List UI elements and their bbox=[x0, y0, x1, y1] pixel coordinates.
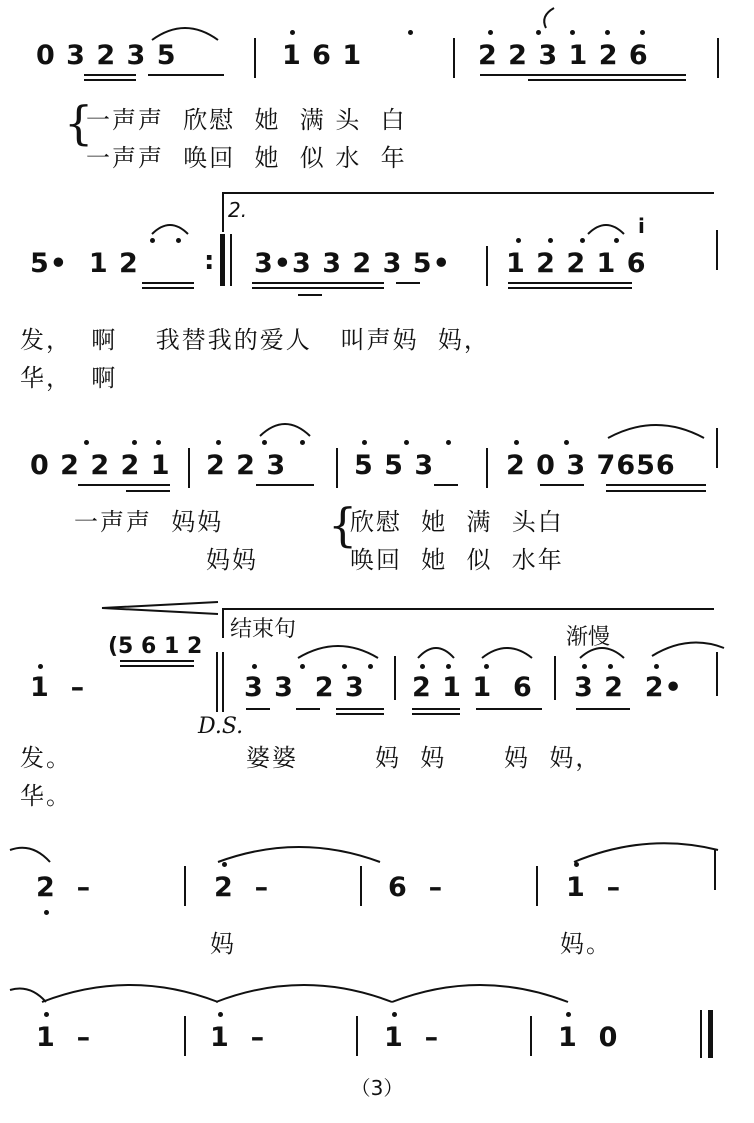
octave-dot bbox=[300, 440, 305, 445]
underline bbox=[252, 282, 384, 284]
octave-dot bbox=[290, 30, 295, 35]
double-barline bbox=[216, 652, 218, 712]
volta-bracket bbox=[222, 192, 224, 232]
barline bbox=[356, 1016, 358, 1056]
underline bbox=[528, 79, 686, 81]
tie bbox=[216, 840, 382, 864]
underline bbox=[246, 708, 270, 710]
barline bbox=[360, 866, 362, 906]
underline bbox=[148, 74, 224, 76]
underline bbox=[508, 287, 632, 289]
slur bbox=[416, 642, 456, 660]
octave-dot bbox=[44, 1012, 49, 1017]
repeat-barline bbox=[230, 234, 232, 286]
lyric-verse-2: 一声声 唤回 她 似 水 年 bbox=[86, 144, 407, 172]
underline bbox=[434, 484, 458, 486]
underline bbox=[480, 74, 686, 76]
barline bbox=[188, 448, 190, 488]
barline bbox=[453, 38, 455, 78]
underline bbox=[84, 79, 136, 81]
tie bbox=[572, 840, 720, 864]
underline bbox=[412, 713, 460, 715]
system-3 bbox=[0, 400, 754, 590]
slur bbox=[296, 640, 380, 660]
barline bbox=[486, 448, 488, 488]
barline bbox=[716, 230, 718, 270]
brace: { bbox=[328, 498, 358, 552]
octave-dot bbox=[484, 664, 489, 669]
barline bbox=[254, 38, 256, 78]
octave-dot bbox=[446, 440, 451, 445]
underline bbox=[396, 282, 420, 284]
measure-1-notes: 2 – bbox=[36, 872, 92, 903]
measure-3-notes: 2 1 1 6 bbox=[412, 672, 533, 703]
octave-dot bbox=[574, 862, 579, 867]
tempo-mark: 渐慢 bbox=[566, 625, 611, 650]
lyric-verse-2: 妈妈 bbox=[206, 546, 258, 574]
octave-dot bbox=[514, 440, 519, 445]
measure-1-notes: 5• 1 2 bbox=[30, 248, 139, 279]
measure-3-notes: 1 2 2 1 6 bbox=[506, 248, 647, 279]
underline bbox=[476, 708, 542, 710]
system-6 bbox=[0, 970, 754, 1070]
underline bbox=[298, 294, 322, 296]
measure-4-notes: 2 0 3 7656 bbox=[506, 450, 676, 481]
underline bbox=[142, 287, 194, 289]
double-barline bbox=[222, 652, 224, 712]
barline bbox=[184, 866, 186, 906]
measure-4-notes: 3 2 2• bbox=[574, 672, 683, 703]
measure-1-notes: 1 – bbox=[30, 672, 86, 703]
octave-dot bbox=[222, 862, 227, 867]
octave-dot bbox=[564, 440, 569, 445]
octave-dot bbox=[566, 1012, 571, 1017]
ending-bracket bbox=[222, 608, 224, 638]
lyric-verse-1: 一声声 妈妈 bbox=[74, 508, 224, 536]
lyric-a: 妈 bbox=[210, 930, 236, 958]
octave-dot bbox=[362, 440, 367, 445]
lyric-verse-1: 发。 bbox=[20, 744, 72, 772]
slur bbox=[258, 418, 312, 438]
octave-dot bbox=[570, 30, 575, 35]
octave-dot-low bbox=[44, 910, 49, 915]
barline bbox=[536, 866, 538, 906]
decrescendo bbox=[100, 600, 220, 616]
tie bbox=[214, 976, 394, 1004]
slur bbox=[606, 420, 706, 440]
tie bbox=[650, 638, 726, 658]
octave-dot bbox=[132, 440, 137, 445]
brace: { bbox=[64, 96, 94, 150]
grace-note: i bbox=[638, 214, 645, 238]
octave-dot bbox=[582, 664, 587, 669]
slur bbox=[586, 220, 626, 236]
octave-dot bbox=[548, 238, 553, 243]
barline bbox=[716, 652, 718, 696]
lyric-verse-2-cont: 唤回 她 似 水年 bbox=[350, 546, 564, 574]
octave-dot bbox=[420, 664, 425, 669]
system-1 bbox=[0, 0, 754, 180]
barline bbox=[716, 428, 718, 468]
ds-mark: D.S. bbox=[198, 714, 244, 739]
grace-notes: (5 6 1 2 bbox=[108, 634, 203, 659]
barline bbox=[394, 656, 396, 700]
underline bbox=[142, 282, 194, 284]
measure-2-notes: 1 – bbox=[210, 1022, 266, 1053]
barline bbox=[714, 850, 716, 890]
slur bbox=[150, 220, 190, 236]
octave-dot bbox=[84, 440, 89, 445]
measure-4-notes: 1 0 bbox=[558, 1022, 619, 1053]
lyric-b: 妈。 bbox=[560, 930, 612, 958]
final-barline bbox=[700, 1010, 702, 1058]
octave-dot bbox=[516, 238, 521, 243]
octave-dot bbox=[614, 238, 619, 243]
underline bbox=[508, 282, 632, 284]
octave-dot bbox=[580, 238, 585, 243]
ending-label: 结束句 bbox=[230, 617, 297, 642]
barline bbox=[184, 1016, 186, 1056]
repeat-barline bbox=[220, 234, 225, 286]
octave-dot bbox=[176, 238, 181, 243]
lyric-verse-2: 华， 啊 bbox=[20, 364, 118, 392]
measure-2-notes: 2 – bbox=[214, 872, 270, 903]
barline bbox=[486, 246, 488, 286]
system-5 bbox=[0, 820, 754, 970]
slur bbox=[480, 642, 534, 660]
underline bbox=[336, 708, 384, 710]
tie bbox=[390, 976, 570, 1004]
slur bbox=[538, 6, 558, 30]
underline bbox=[606, 484, 706, 486]
final-barline-thick bbox=[708, 1010, 713, 1058]
octave-dot bbox=[38, 664, 43, 669]
measure-2-notes: 1 6 1 bbox=[282, 40, 363, 71]
underline bbox=[120, 665, 194, 667]
measure-2-notes: 2 2 3 bbox=[206, 450, 287, 481]
measure-3-notes: 6 – bbox=[388, 872, 444, 903]
octave-dot bbox=[408, 30, 413, 35]
lyric-verse-2: 华。 bbox=[20, 782, 72, 810]
underline bbox=[78, 484, 170, 486]
octave-dot bbox=[156, 440, 161, 445]
measure-3-notes: 2 2 3 1 2 6 bbox=[478, 40, 649, 71]
system-2 bbox=[0, 180, 754, 400]
octave-dot bbox=[252, 664, 257, 669]
octave-dot bbox=[488, 30, 493, 35]
slur bbox=[150, 22, 220, 42]
octave-dot bbox=[216, 440, 221, 445]
octave-dot bbox=[150, 238, 155, 243]
measure-1-notes: 0 3 2 3 5 bbox=[36, 40, 177, 71]
measure-1-notes: 0 2 2 2 1 bbox=[30, 450, 171, 481]
octave-dot bbox=[536, 30, 541, 35]
underline bbox=[412, 708, 460, 710]
octave-dot bbox=[368, 664, 373, 669]
tie bbox=[40, 976, 220, 1004]
lyric-verse-1: 发， 啊 我替我的爱人 叫声妈 妈， bbox=[20, 326, 490, 354]
barline bbox=[717, 38, 719, 78]
octave-dot bbox=[342, 664, 347, 669]
underline bbox=[576, 708, 630, 710]
octave-dot bbox=[392, 1012, 397, 1017]
underline bbox=[252, 287, 384, 289]
measure-3-notes: 1 – bbox=[384, 1022, 440, 1053]
underline bbox=[296, 708, 320, 710]
octave-dot bbox=[605, 30, 610, 35]
octave-dot bbox=[654, 664, 659, 669]
underline bbox=[126, 490, 170, 492]
page-number: （3） bbox=[350, 1076, 404, 1100]
ending-bracket-top bbox=[222, 608, 714, 610]
underline bbox=[256, 484, 314, 486]
underline bbox=[540, 484, 584, 486]
barline bbox=[336, 448, 338, 488]
measure-2-notes: 3•3 3 2 3 5• bbox=[254, 248, 451, 279]
octave-dot bbox=[608, 664, 613, 669]
slur bbox=[578, 642, 626, 660]
underline bbox=[606, 490, 706, 492]
underline bbox=[336, 713, 384, 715]
underline bbox=[84, 74, 136, 76]
underline bbox=[120, 660, 194, 662]
octave-dot bbox=[446, 664, 451, 669]
volta-bracket-top bbox=[222, 192, 714, 194]
octave-dot bbox=[640, 30, 645, 35]
volta-number: 2. bbox=[228, 198, 248, 222]
system-4 bbox=[0, 590, 754, 820]
repeat-sign: : bbox=[204, 246, 215, 276]
lyric-verse-1: 一声声 欣慰 她 满 头 白 bbox=[86, 106, 407, 134]
measure-2-notes: 3 3 2 3 bbox=[244, 672, 365, 703]
octave-dot bbox=[300, 664, 305, 669]
barline bbox=[530, 1016, 532, 1056]
lyric-verse-1-cont: 婆婆 妈 妈 妈 妈， bbox=[246, 744, 602, 772]
measure-1-notes: 1 – bbox=[36, 1022, 92, 1053]
tie bbox=[8, 844, 52, 864]
octave-dot bbox=[404, 440, 409, 445]
octave-dot bbox=[262, 440, 267, 445]
measure-3-notes: 5 5 3 bbox=[354, 450, 435, 481]
octave-dot bbox=[218, 1012, 223, 1017]
barline bbox=[554, 656, 556, 700]
measure-4-notes: 1 – bbox=[566, 872, 622, 903]
lyric-verse-1-cont: 欣慰 她 满 头白 bbox=[350, 508, 564, 536]
